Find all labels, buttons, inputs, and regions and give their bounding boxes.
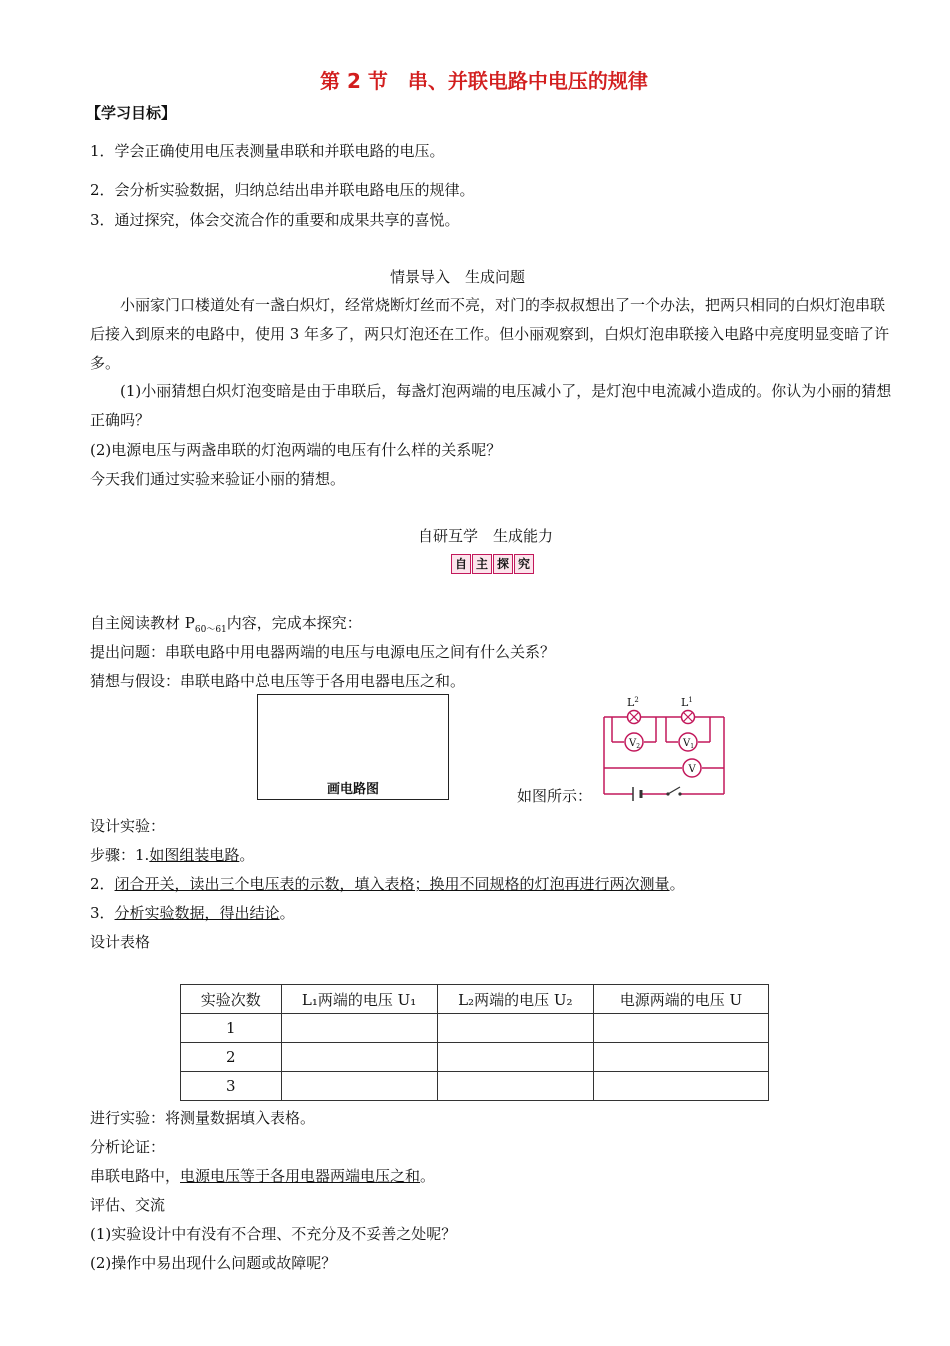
evaluation-question-1: (1)实验设计中有没有不合理、不充分及不妥善之处呢？ <box>90 1225 457 1243</box>
data-table <box>180 984 769 1101</box>
svg-text:L2 <box>627 696 639 709</box>
table-row <box>181 1043 769 1072</box>
table-cell: 3 <box>181 1072 282 1101</box>
conclusion-text: 电源电压等于各用电器两端电压之和 <box>180 1167 421 1185</box>
page-title: 第 2 节 串、并联电路中电压的规律 <box>320 69 648 93</box>
intro-today: 今天我们通过实验来验证小丽的猜想。 <box>90 470 346 488</box>
label-v2-sub: 2 <box>636 743 641 750</box>
self-study-heading: 自研互学 生成能力 <box>418 527 554 545</box>
step-3-end: 。 <box>279 904 295 922</box>
intro-question-2: (2)电源电压与两盏串联的灯泡两端的电压有什么样的关系呢？ <box>90 441 502 459</box>
battery <box>633 787 641 801</box>
table-cell[interactable] <box>281 1014 437 1043</box>
table-header: L₁两端的电压 U₁ <box>281 985 437 1014</box>
table-cell[interactable] <box>593 1072 768 1101</box>
step-1-text: 如图组装电路 <box>149 846 240 864</box>
step-2-prefix: 2． <box>90 875 115 893</box>
evaluation-label: 评估、交流 <box>90 1196 166 1214</box>
series-circuit-diagram <box>596 690 732 802</box>
objective-item: 2．会分析实验数据，归纳总结出串并联电路电压的规律。 <box>90 181 475 199</box>
intro-heading: 情景导入 生成问题 <box>390 268 526 286</box>
read-prefix: 自主阅读教材 P <box>90 614 195 632</box>
step-3-text: 分析实验数据，得出结论 <box>114 904 280 922</box>
step-3-prefix: 3． <box>90 904 115 922</box>
step-2 <box>90 874 685 894</box>
table-cell[interactable] <box>593 1014 768 1043</box>
step-2-end: 。 <box>669 875 685 893</box>
badge-char: 主 <box>472 554 492 574</box>
step-1-prefix: 步骤：1. <box>90 846 150 864</box>
objectives-heading: 【学习目标】 <box>86 104 177 122</box>
objective-item: 1．学会正确使用电压表测量串联和并联电路的电压。 <box>90 142 445 160</box>
objective-item: 3．通过探究，体会交流合作的重要和成果共享的喜悦。 <box>90 211 460 229</box>
design-label: 设计实验： <box>90 817 166 835</box>
table-cell[interactable] <box>281 1072 437 1101</box>
lamp-l2 <box>628 711 641 724</box>
intro-paragraph: 小丽家门口楼道处有一盏白炽灯，经常烧断灯丝而不亮，对门的李叔叔想出了一个办法，把两只相同的白炽灯泡串联后接入到原来的电路中，使用 3 年多了，两只灯泡还在工作。但小丽观察到，白炽灯泡串联接入电路中亮度明显变暗了许多。 <box>90 296 890 372</box>
table-cell[interactable] <box>593 1043 768 1072</box>
badge-char: 探 <box>493 554 513 574</box>
analysis-label: 分析论证： <box>90 1138 166 1156</box>
label-v2: V <box>629 738 637 749</box>
table-row <box>181 1072 769 1101</box>
table-header-row <box>181 985 769 1014</box>
conclusion-end: 。 <box>420 1167 436 1185</box>
label-v1: V <box>683 738 691 749</box>
conduct-experiment: 进行实验：将测量数据填入表格。 <box>90 1109 316 1127</box>
lamp-l1 <box>682 711 695 724</box>
read-suffix: 内容，完成本探究： <box>226 614 362 632</box>
read-pages: 60～61 <box>194 625 227 635</box>
svg-text:L1 <box>681 696 693 709</box>
hypothesis: 猜想与假设：串联电路中总电压等于各用电器电压之和。 <box>90 672 466 690</box>
intro-question-1: (1)小丽猜想白炽灯泡变暗是由于串联后，每盏灯泡两端的电压减小了，是灯泡中电流减小造成的。你认为小丽的猜想正确吗？ <box>90 382 892 429</box>
label-l2: L <box>627 696 635 709</box>
conclusion-prefix: 串联电路中， <box>90 1167 181 1185</box>
step-1 <box>90 845 254 865</box>
badge-char: 究 <box>514 554 534 574</box>
step-3 <box>90 903 295 923</box>
table-cell: 2 <box>181 1043 282 1072</box>
draw-circuit-box <box>257 694 449 800</box>
label-l2-sub: 2 <box>634 696 639 704</box>
label-v: V <box>688 764 696 775</box>
label-l1: L <box>681 696 689 709</box>
table-header: 电源两端的电压 U <box>593 985 768 1014</box>
step-2-text: 闭合开关，读出三个电压表的示数，填入表格；换用不同规格的灯泡再进行两次测量 <box>114 875 670 893</box>
draw-circuit-label: 画电路图 <box>326 782 379 797</box>
figure-caption: 如图所示： <box>517 787 593 805</box>
table-header: L₂两端的电压 U₂ <box>437 985 593 1014</box>
conclusion <box>90 1166 435 1186</box>
raise-question: 提出问题：串联电路中用电器两端的电压与电源电压之间有什么关系？ <box>90 643 556 661</box>
label-l1-sub: 1 <box>688 696 693 704</box>
switch <box>666 787 681 796</box>
table-header: 实验次数 <box>181 985 282 1014</box>
table-row <box>181 1014 769 1043</box>
table-cell[interactable] <box>437 1072 593 1101</box>
table-cell[interactable] <box>281 1043 437 1072</box>
label-v1-sub: 1 <box>690 743 695 750</box>
badge-char: 自 <box>451 554 471 574</box>
table-cell[interactable] <box>437 1014 593 1043</box>
reading-instruction <box>90 613 362 640</box>
table-label: 设计表格 <box>90 933 151 951</box>
evaluation-question-2: (2)操作中易出现什么问题或故障呢？ <box>90 1254 337 1272</box>
explore-badge <box>451 554 534 574</box>
step-1-end: 。 <box>239 846 255 864</box>
table-cell[interactable] <box>437 1043 593 1072</box>
table-cell: 1 <box>181 1014 282 1043</box>
